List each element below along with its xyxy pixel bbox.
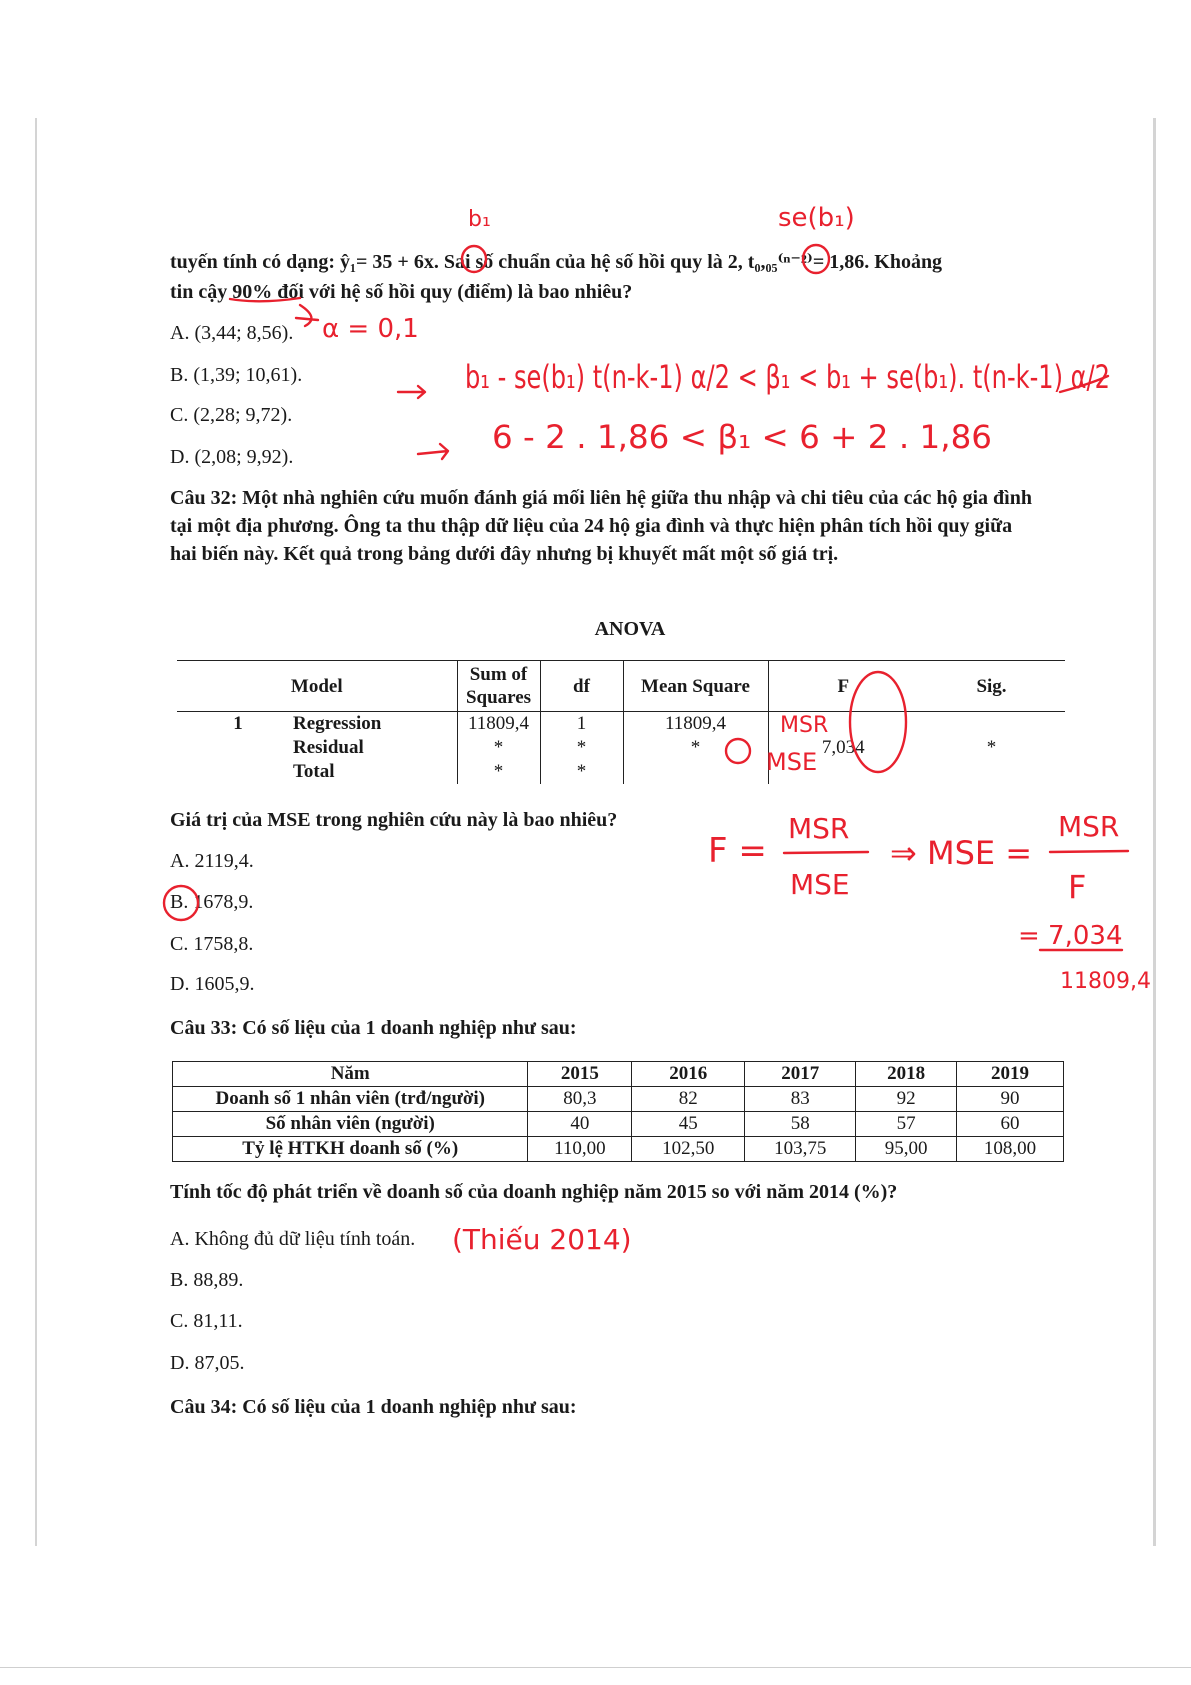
- anova-residual-sig: *: [986, 737, 997, 758]
- anova-header-f: F: [768, 661, 918, 712]
- hw-se-b1: se(b₁): [778, 203, 855, 233]
- hw-fraction-line-2: [1050, 851, 1128, 852]
- anova-residual-f: 7,034: [821, 737, 865, 758]
- anova-residual-ss: *: [457, 736, 540, 760]
- hw-alpha: α = 0,1: [322, 314, 419, 344]
- hw-arrow-2: [418, 444, 448, 459]
- q31-option-b: B. (1,39; 10,61).: [170, 364, 303, 386]
- sales-cell: 80,3: [528, 1087, 632, 1112]
- q33-question: Tính tốc độ phát triển về doanh số của doanh nghiệp năm 2015 so với năm 2014 (%)?: [170, 1181, 898, 1203]
- sales-header-2016: 2016: [632, 1062, 745, 1087]
- sales-cell: 83: [745, 1087, 856, 1112]
- anova-regression-ms: 11809,4: [623, 712, 768, 737]
- hw-f-eq: F =: [708, 831, 767, 871]
- hw-msr-label: MSR: [780, 713, 829, 738]
- anova-header-ms: Mean Square: [623, 661, 768, 712]
- q33-option-a: A. Không đủ dữ liệu tính toán.: [170, 1228, 416, 1250]
- hw-mse-label: MSE: [766, 748, 818, 776]
- anova-regression-label: Regression: [293, 713, 382, 734]
- anova-header-df: df: [540, 661, 623, 712]
- hw-circle-f: [850, 672, 906, 772]
- hw-mse-eq: ⇒ MSE =: [890, 834, 1033, 872]
- hw-circle-2: [803, 245, 829, 273]
- sales-header-2018: 2018: [856, 1062, 957, 1087]
- sales-cell: 108,00: [957, 1137, 1064, 1162]
- q31-line2: tin cậy 90% đối với hệ số hồi quy (điểm) là bao nhiêu?: [170, 281, 633, 303]
- hw-underline-90: [230, 298, 300, 301]
- sales-cell: 40: [528, 1112, 632, 1137]
- sales-cell: 95,00: [856, 1137, 957, 1162]
- anova-regression-df: 1: [540, 712, 623, 737]
- hw-eq1: = 7,034: [1018, 921, 1123, 951]
- q32-option-d: D. 1605,9.: [170, 973, 255, 995]
- q32-option-b: B. 1678,9.: [170, 891, 254, 913]
- anova-header-ss-1: Sum of: [469, 664, 528, 685]
- sales-header-2017: 2017: [745, 1062, 856, 1087]
- hw-circle-6: [462, 246, 486, 272]
- sales-cell: 57: [856, 1112, 957, 1137]
- sales-cell: 60: [957, 1112, 1064, 1137]
- q32-question: Giá trị của MSE trong nghiên cứu này là bao nhiêu?: [170, 809, 618, 831]
- hw-mse-num: MSR: [1058, 810, 1120, 843]
- hw-arrow-1: [398, 386, 425, 398]
- sales-cell: 110,00: [528, 1137, 632, 1162]
- hw-b1: b₁: [468, 207, 491, 232]
- anova-model-number: 1: [233, 713, 243, 734]
- hw-circle-answer-b: [164, 886, 198, 920]
- sales-row-label: Số nhân viên (người): [173, 1112, 528, 1137]
- anova-header-sig: Sig.: [918, 661, 1065, 712]
- q34-intro: Câu 34: Có số liệu của 1 doanh nghiệp như sau:: [170, 1396, 577, 1418]
- anova-title: ANOVA: [594, 618, 666, 640]
- q31-line1: tuyến tính có dạng: ŷ₁= 35 + 6x. Sai số chuẩn của hệ số hồi quy là 2, t₀,₀₅⁽ⁿ⁻²⁾= 1,86. Khoảng: [170, 251, 943, 273]
- hw-circle-star: [726, 739, 750, 763]
- sales-header-2015: 2015: [528, 1062, 632, 1087]
- anova-regression-ss: 11809,4: [457, 712, 540, 737]
- hw-f-num: MSR: [788, 812, 850, 845]
- sales-row-label: Doanh số 1 nhân viên (trđ/người): [173, 1087, 528, 1112]
- hw-eq2: 11809,4: [1060, 969, 1151, 994]
- sales-cell: 90: [957, 1087, 1064, 1112]
- anova-total-ss: *: [457, 760, 540, 784]
- sales-header-year: Năm: [173, 1062, 528, 1087]
- anova-total-df: *: [540, 760, 623, 784]
- q32-option-c: C. 1758,8.: [170, 933, 254, 955]
- sales-cell: 102,50: [632, 1137, 745, 1162]
- q33-intro: Câu 33: Có số liệu của 1 doanh nghiệp như sau:: [170, 1017, 577, 1039]
- sales-cell: 92: [856, 1087, 957, 1112]
- q32-text: Câu 32: Một nhà nghiên cứu muốn đánh giá mối liên hệ giữa thu nhập và chi tiêu của các hộ gia đình tại một địa phương. Ông ta thu thập dữ liệu của 24 hộ gia đình và thực hiện phân tích hồi quy giữa hai biến này. Kết quả trong bảng dưới đây nhưng bị khuyết mất một số giá trị.: [170, 487, 1032, 565]
- q31-option-c: C. (2,28; 9,72).: [170, 404, 293, 426]
- sales-cell: 45: [632, 1112, 745, 1137]
- q32-option-a: A. 2119,4.: [170, 850, 254, 872]
- sales-row-label: Tỷ lệ HTKH doanh số (%): [173, 1137, 528, 1162]
- hw-arrow-alpha: [296, 305, 318, 326]
- q33-option-c: C. 81,11.: [170, 1310, 243, 1332]
- hw-q33-note: (Thiếu 2014): [452, 1223, 632, 1256]
- anova-residual-label: Residual: [293, 737, 364, 758]
- hw-calc: 6 - 2 . 1,86 < β₁ < 6 + 2 . 1,86: [492, 418, 992, 456]
- anova-residual-ms: *: [623, 736, 768, 760]
- anova-residual-df: *: [540, 736, 623, 760]
- anova-header-ss-2: Squares: [465, 687, 532, 708]
- sales-header-2019: 2019: [957, 1062, 1064, 1087]
- sales-cell: 82: [632, 1087, 745, 1112]
- anova-header-model: Model: [177, 661, 457, 712]
- hw-fraction-line-1: [784, 852, 868, 853]
- q31-option-d: D. (2,08; 9,92).: [170, 446, 294, 468]
- hw-f-den: MSE: [790, 868, 850, 901]
- q33-option-b: B. 88,89.: [170, 1269, 244, 1291]
- hw-mse-den: F: [1068, 868, 1087, 906]
- q31-option-a: A. (3,44; 8,56).: [170, 322, 294, 344]
- anova-total-label: Total: [293, 761, 335, 782]
- sales-cell: 58: [745, 1112, 856, 1137]
- sales-cell: 103,75: [745, 1137, 856, 1162]
- q33-option-d: D. 87,05.: [170, 1352, 245, 1374]
- hw-formula: b₁ - se(b₁) t(n-k-1) α/2 < β₁ < b₁ + se(b₁). t(n-k-1) α/2: [465, 358, 1110, 396]
